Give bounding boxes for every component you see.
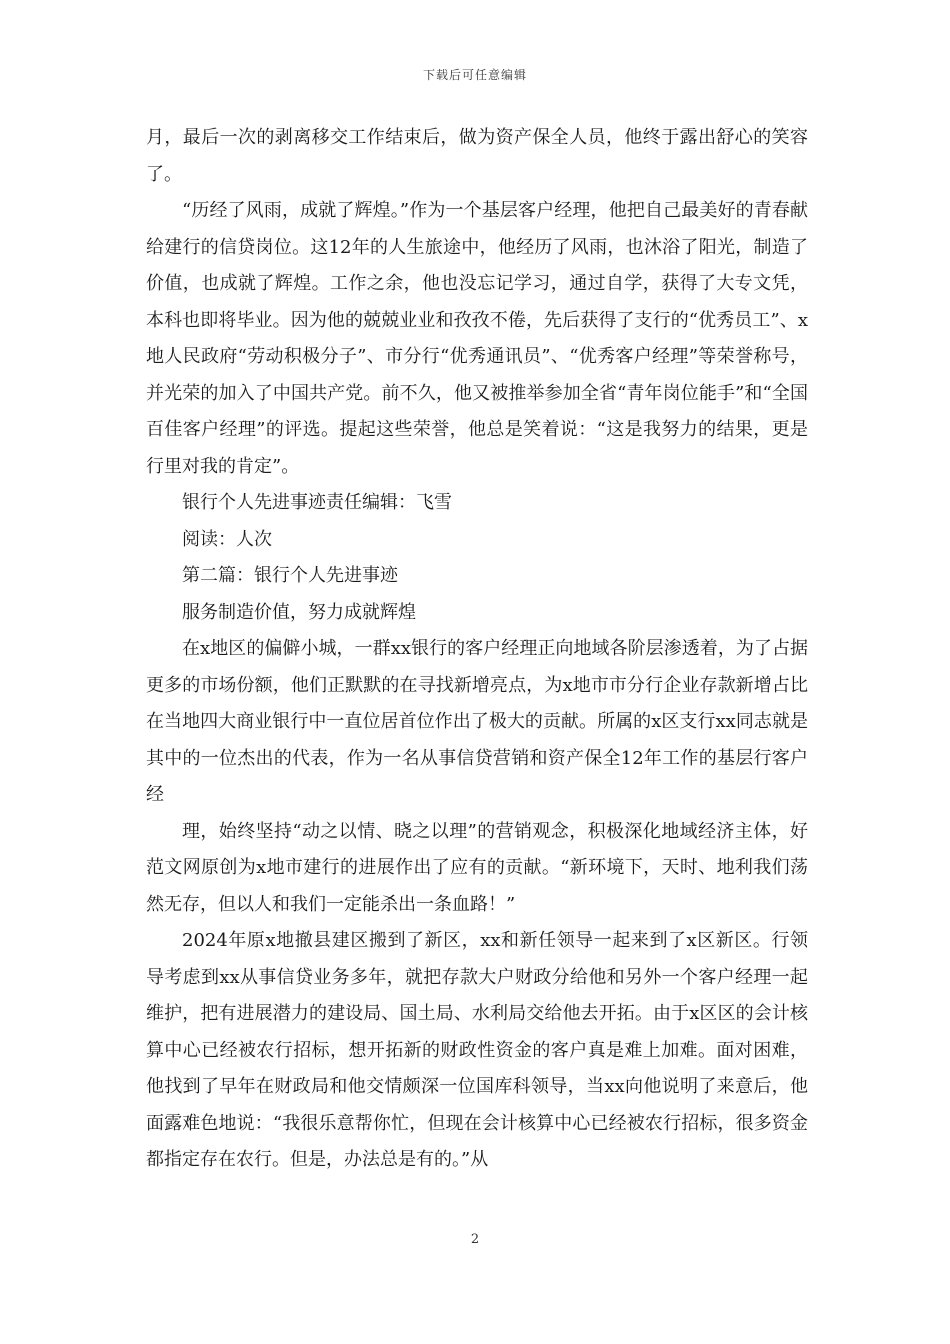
- document-body: [146, 120, 808, 1179]
- paragraph: 理，始终坚持“动之以情、晓之以理”的营销观念，积极深化地域经济主体，好范文网原创为x地市建行的进展作出了应有的贡献。“新环境下，天时、地利我们荡然无存，但以人和我们一定能杀出一条血路！”: [146, 820, 808, 915]
- page-header: 下载后可任意编辑: [422, 68, 527, 82]
- paragraph: 2024年原x地撤县建区搬到了新区，xx和新任领导一起来到了x区新区。行领导考虑到xx从事信贷业务多年，就把存款大户财政分给他和另外一个客户经理一起维护，把有进展潜力的建设局、国土局、水利局交给他去开拓。由于x区区的会计核算中心已经被农行招标，想开拓新的财政性资金的客户真是难上加难。面对困难，他找到了早年在财政局和他交情颇深一位国库科领导，当xx向他说明了来意后，他面露难色地说：“我很乐意帮你忙，但现在会计核算中心已经被农行招标，很多资金都指定存在农行。但是，办法总是有的。”从: [146, 930, 808, 1170]
- paragraph: 服务制造价值，努力成就辉煌: [182, 601, 416, 623]
- paragraph: 阅读：人次: [182, 528, 272, 550]
- paragraph: “历经了风雨，成就了辉煌。”作为一个基层客户经理，他把自己最美好的青春献给建行的信贷岗位。这12年的人生旅途中，他经历了风雨，也沐浴了阳光，制造了价值，也成就了辉煌。工作之余，他也没忘记学习，通过自学，获得了大专文凭，本科也即将毕业。因为他的兢兢业业和孜孜不倦，先后获得了支行的“优秀员工”、x地人民政府“劳动积极分子”、市分行“优秀通讯员”、“优秀客户经理”等荣誉称号，并光荣的加入了中国共产党。前不久，他又被推举参加全省“青年岗位能手”和“全国百佳客户经理”的评选。提起这些荣誉，他总是笑着说：“这是我努力的结果，更是行里对我的肯定”。: [146, 200, 808, 477]
- paragraph: 在x地区的偏僻小城，一群xx银行的客户经理正向地域各阶层渗透着，为了占据更多的市场份额，他们正默默的在寻找新增亮点，为x地市市分行企业存款新增占比在当地四大商业银行中一直位居首位作出了极大的贡献。所属的x区支行xx同志就是其中的一位杰出的代表，作为一名从事信贷营销和资产保全12年工作的基层行客户经: [146, 638, 808, 805]
- paragraph: 第二篇：银行个人先进事迹: [182, 565, 398, 586]
- paragraph: 银行个人先进事迹责任编辑：飞雪: [182, 492, 452, 513]
- page-number: 2: [470, 1232, 480, 1247]
- paragraph: 月，最后一次的剥离移交工作结束后，做为资产保全人员，他终于露出舒心的笑容了。: [146, 127, 808, 185]
